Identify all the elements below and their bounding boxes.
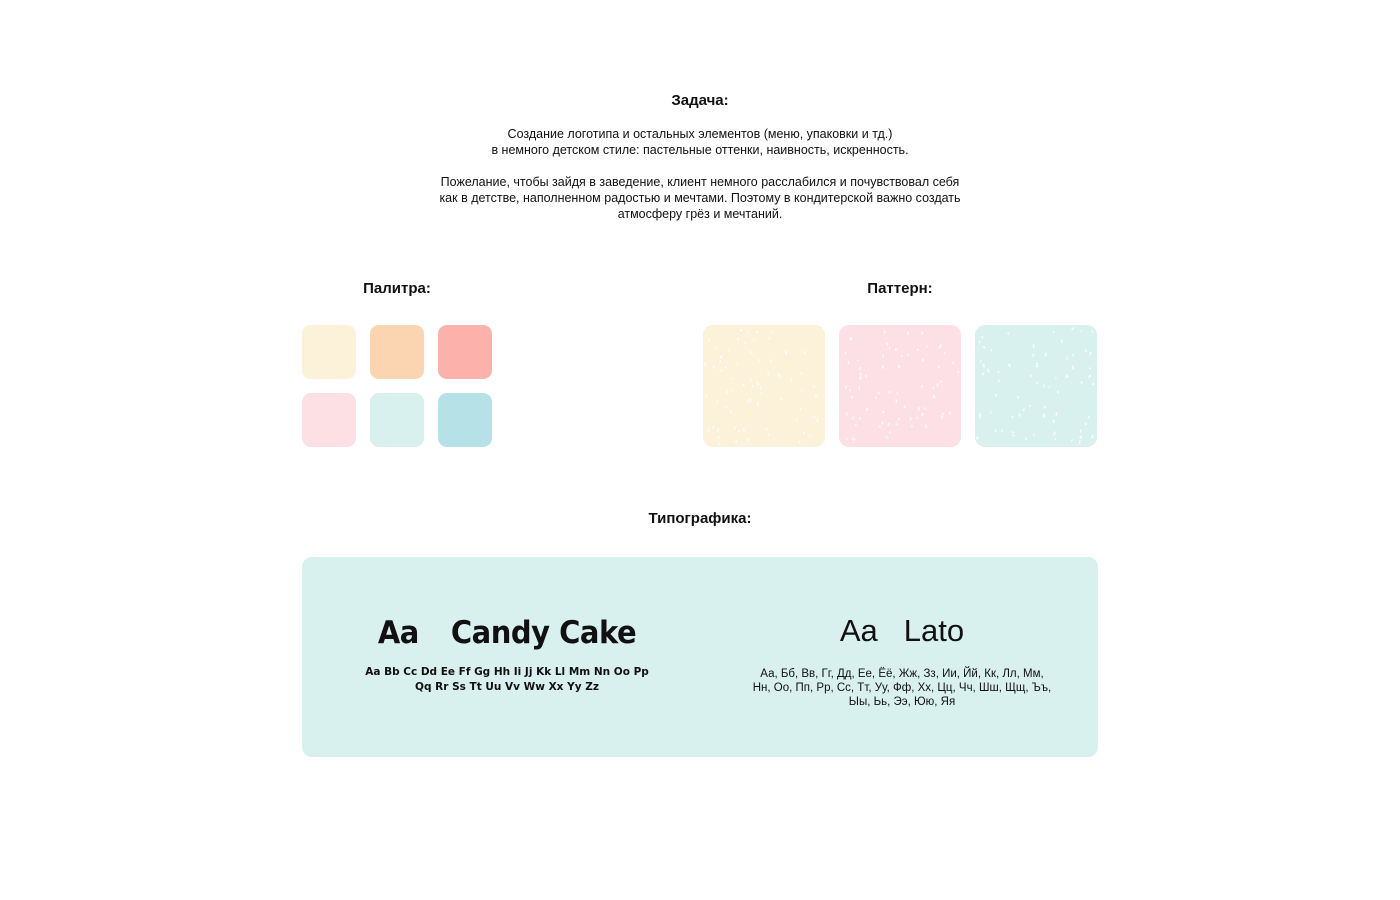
candy-cake-aa: Aa [377,613,419,651]
lato-alphabet-line-1: Аа, Бб, Вв, Гг, Дд, Ее, Ёё, Жж, Зз, Ии, Йй, Кк, Лл, Мм, [760,668,1044,680]
palette-swatch [302,393,356,447]
pattern-tile-graphic [975,325,1097,447]
lato-aa: Aa [839,613,878,648]
palette-swatch [438,325,492,379]
palette-swatch [370,393,424,447]
lato-alphabet-line-2: Нн, Оо, Пп, Рр, Сс, Тт, Уу, Фф, Хх, Цц, Чч, Шш, Щщ, Ъъ, [752,682,1052,694]
pattern-tile-graphic [703,325,825,447]
candy-cake-specimen-heading [362,614,652,651]
task-paragraph-1 [0,126,1400,158]
lato-name: Lato [903,613,965,648]
lato-alphabet-line-3: Ыы, Ьь, Ээ, Юю, Яя [848,696,956,708]
pattern-dot [757,402,759,406]
pattern-heading: Паттерн: [867,280,933,297]
pattern-dot [1080,436,1082,439]
task-paragraph-1-line-2: в немного детском стиле: пастельные оттенки, наивность, искренность. [491,143,909,157]
pattern-tile [703,325,825,447]
lato-alphabet [732,667,1072,709]
palette-heading: Палитра: [363,280,431,297]
palette-swatch [370,325,424,379]
typography-heading: Типографика: [648,510,752,527]
task-paragraph-2-line-2: как в детстве, наполненном радостью и мечтами. Поэтому в кондитерской важно создать [439,191,961,205]
pattern-tile [839,325,961,447]
task-paragraph-1-line-1: Создание логотипа и остальных элементов (меню, упаковки и тд.) [507,127,893,141]
candy-cake-name: Candy Cake [450,613,637,651]
task-paragraph-2-line-3: атмосферу грёз и мечтаний. [617,207,783,221]
lato-specimen-heading [772,613,1032,649]
pattern-dot [1080,429,1081,433]
candy-cake-alphabet [342,665,672,695]
pattern-tile-graphic [839,325,961,447]
palette-swatch [302,325,356,379]
pattern-dot [879,425,881,428]
pattern-tile [975,325,1097,447]
task-paragraph-2-line-1: Пожелание, чтобы зайдя в заведение, клиент немного расслабился и почувствовал себя [440,175,960,189]
typography-panel [302,557,1098,757]
task-heading: Задача: [671,92,729,109]
palette-swatch [438,393,492,447]
candy-cake-alphabet-line-1: Aa Bb Cc Dd Ee Ff Gg Hh Ii Jj Kk Ll Mm Nn Oo Pp [365,666,649,678]
pattern-dot [718,436,720,438]
task-paragraph-2 [0,174,1400,222]
candy-cake-alphabet-line-2: Qq Rr Ss Tt Uu Vv Ww Xx Yy Zz [415,681,599,693]
